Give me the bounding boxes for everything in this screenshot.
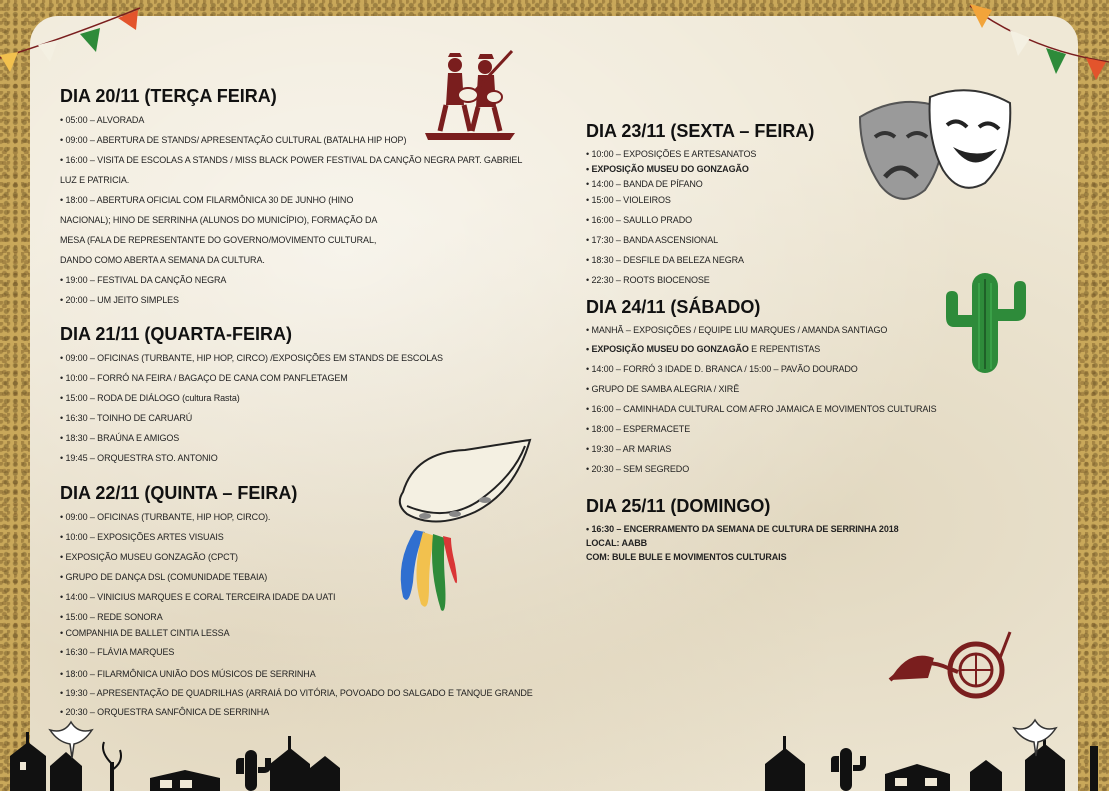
event-item: • 16:00 – VISITA DE ESCOLAS A STANDS / MISS BLACK POWER FESTIVAL DA CANÇÃO NEGRA PART. GABRIEL [60, 155, 523, 165]
event-item: • 18:30 – BRAÚNA E AMIGOS [60, 433, 180, 443]
day-heading-24: DIA 24/11 (SÁBADO) [586, 297, 761, 317]
event-item: • 14:00 – FORRÓ 3 IDADE D. BRANCA / 15:00 – PAVÃO DOURADO [586, 364, 858, 374]
day-heading-20: DIA 20/11 (TERÇA FEIRA) [60, 86, 277, 106]
event-item: • 20:30 – ORQUESTRA SANFÔNICA DE SERRINHA [60, 707, 270, 717]
event-item: • 20:30 – SEM SEGREDO [586, 464, 690, 474]
event-item: • 15:00 – RODA DE DIÁLOGO (cultura Rasta) [60, 393, 240, 403]
event-item: • 10:00 – EXPOSIÇÕES ARTES VISUAIS [60, 532, 224, 542]
event-item: LOCAL: AABB [586, 538, 648, 548]
day-heading-21: DIA 21/11 (QUARTA-FEIRA) [60, 324, 293, 344]
theater-masks-icon [855, 85, 1015, 210]
event-item: • 19:30 – AR MARIAS [586, 444, 672, 454]
event-item: • 09:00 – OFICINAS (TURBANTE, HIP HOP, CIRCO) /EXPOSIÇÕES EM STANDS DE ESCOLAS [60, 353, 443, 363]
event-item: COM: BULE BULE E MOVIMENTOS CULTURAIS [586, 552, 787, 562]
event-item: • 10:00 – FORRÓ NA FEIRA / BAGAÇO DE CANA COM PANFLETAGEM [60, 373, 348, 383]
event-item: LUZ E PATRICIA. [60, 175, 130, 185]
event-item: • 16:00 – SAULLO PRADO [586, 215, 693, 225]
french-horn-icon [888, 628, 1013, 703]
event-item: • 14:00 – VINICIUS MARQUES E CORAL TERCEIRA IDADE DA UATI [60, 592, 336, 602]
event-item: • 20:00 – UM JEITO SIMPLES [60, 295, 179, 305]
event-item: • 15:00 – REDE SONORA [60, 612, 163, 622]
event-item: • 19:00 – FESTIVAL DA CANÇÃO NEGRA [60, 275, 227, 285]
event-item: • COMPANHIA DE BALLET CINTIA LESSA [60, 628, 230, 638]
tambourine-icon [385, 432, 535, 617]
event-item: • 17:30 – BANDA ASCENSIONAL [586, 235, 719, 245]
event-item: NACIONAL); HINO DE SERRINHA (ALUNOS DO MUNICÍPIO), FORMAÇÃO DA [60, 215, 378, 225]
event-item: • 16:00 – CAMINHADA CULTURAL COM AFRO JAMAICA E MOVIMENTOS CULTURAIS [586, 404, 937, 414]
event-item: • 19:30 – APRESENTAÇÃO DE QUADRILHAS (ARRAIÁ DO VITÓRIA, POVOADO DO SALGADO E TANQUE GRANDE [60, 688, 533, 698]
event-item: • 05:00 – ALVORADA [60, 115, 145, 125]
day-heading-22: DIA 22/11 (QUINTA – FEIRA) [60, 483, 298, 503]
day-heading-23: DIA 23/11 (SEXTA – FEIRA) [586, 121, 815, 141]
event-item: • 18:00 – FILARMÔNICA UNIÃO DOS MÚSICOS DE SERRINHA [60, 669, 316, 679]
bunting-flags-icon [0, 0, 150, 75]
musicians-icon [420, 45, 520, 145]
event-item: • 16:30 – ENCERRAMENTO DA SEMANA DE CULTURA DE SERRINHA 2018 [586, 524, 899, 534]
dove-icon [48, 716, 94, 760]
dove-icon [1012, 714, 1058, 758]
event-item: DANDO COMO ABERTA A SEMANA DA CULTURA. [60, 255, 265, 265]
event-item: • 10:00 – EXPOSIÇÕES E ARTESANATOS [586, 149, 757, 159]
event-item: • 14:00 – BANDA DE PÍFANO [586, 179, 703, 189]
right-column-day25 [586, 496, 1006, 564]
event-item: MESA (FALA DE REPRESENTANTE DO GOVERNO/MOVIMENTO CULTURAL, [60, 235, 377, 245]
event-item-bold: • EXPOSIÇÃO MUSEU DO GONZAGÃO [586, 344, 749, 354]
event-item-suffix: E REPENTISTAS [748, 344, 821, 354]
event-item: • GRUPO DE DANÇA DSL (COMUNIDADE TEBAIA) [60, 572, 268, 582]
event-item: • GRUPO DE SAMBA ALEGRIA / XIRÊ [586, 384, 740, 394]
day-heading-25: DIA 25/11 (DOMINGO) [586, 496, 771, 516]
event-item: • 16:30 – TOINHO DE CARUARÚ [60, 413, 193, 423]
event-item: • 18:00 – ABERTURA OFICIAL COM FILARMÔNICA 30 DE JUNHO (HINO [60, 195, 354, 205]
bunting-flags-icon [960, 0, 1109, 85]
event-item: • 18:30 – DESFILE DA BELEZA NEGRA [586, 255, 744, 265]
event-item: • 18:00 – ESPERMACETE [586, 424, 691, 434]
event-item: • MANHÃ – EXPOSIÇÕES / EQUIPE LIU MARQUES / AMANDA SANTIAGO [586, 325, 888, 335]
day-25-events [586, 522, 1006, 564]
event-item: • 16:30 – FLÁVIA MARQUES [60, 647, 175, 657]
cactus-icon [940, 265, 1032, 375]
event-item: • 09:00 – ABERTURA DE STANDS/ APRESENTAÇÃO CULTURAL (BATALHA HIP HOP) [60, 135, 407, 145]
event-item: • 19:45 – ORQUESTRA STO. ANTONIO [60, 453, 218, 463]
event-item: • 09:00 – OFICINAS (TURBANTE, HIP HOP, CIRCO). [60, 512, 271, 522]
event-item: • EXPOSIÇÃO MUSEU GONZAGÃO (CPCT) [60, 552, 238, 562]
event-item: • 15:00 – VIOLEIROS [586, 195, 671, 205]
event-item: • EXPOSIÇÃO MUSEU DO GONZAGÃO [586, 164, 749, 174]
event-item: • 22:30 – ROOTS BIOCENOSE [586, 275, 710, 285]
